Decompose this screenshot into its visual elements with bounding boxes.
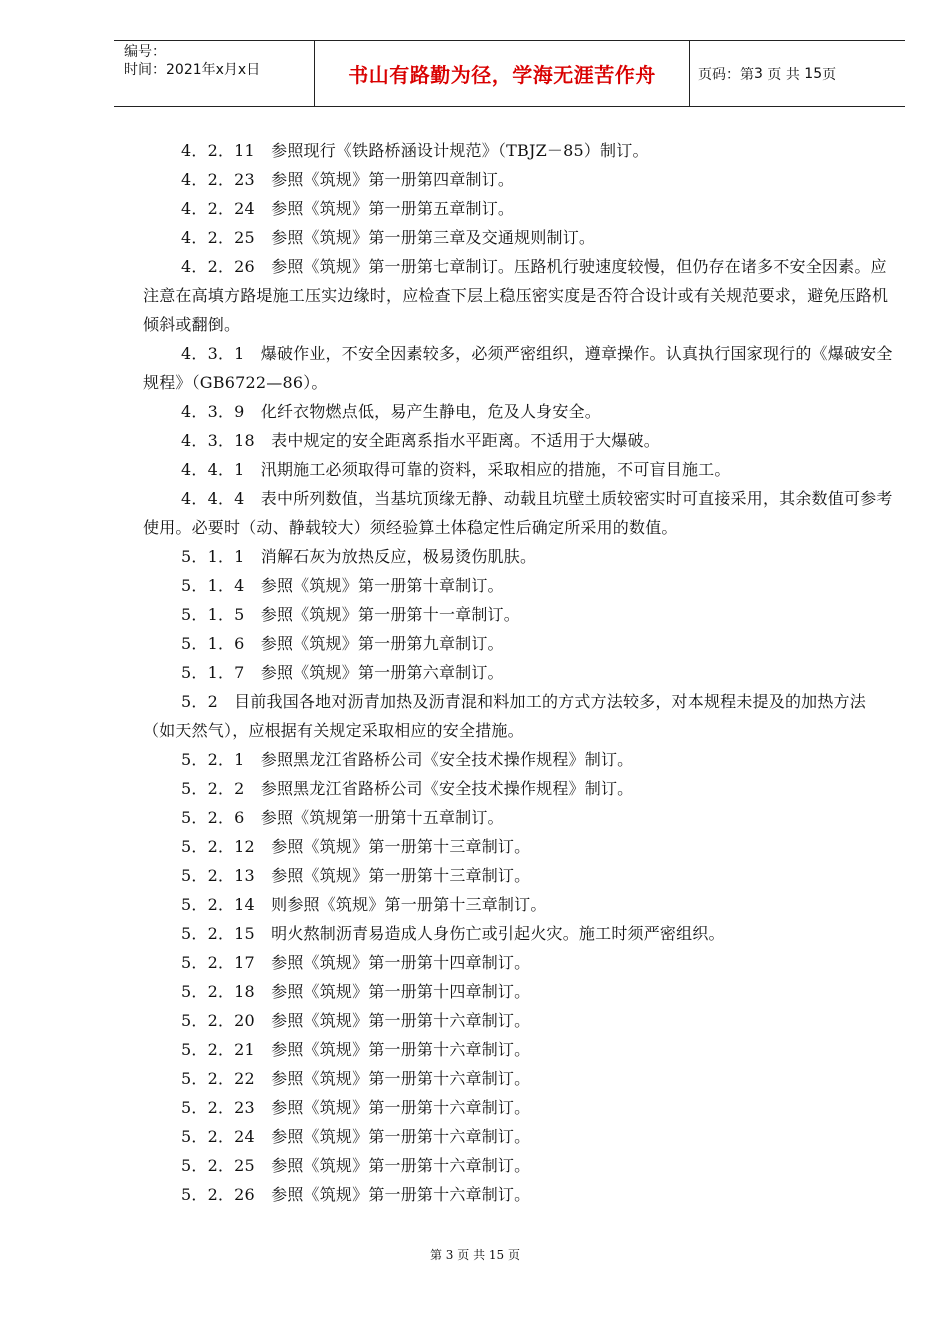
header-motto: 书山有路勤为径，学海无涯苦作舟 (315, 41, 690, 106)
footer-current: 3 (445, 1248, 454, 1262)
paragraph: 5．2．24 参照《筑规》第一册第十六章制订。 (181, 1127, 531, 1146)
header-meta (114, 41, 315, 106)
time-label: 时间：2021年x月x日 (124, 62, 261, 78)
paragraph: 5．2．13 参照《筑规》第一册第十三章制订。 (181, 866, 531, 885)
paragraph: 4．3．18 表中规定的安全距离系指水平距离。不适用于大爆破。 (181, 431, 660, 450)
paragraph: 5．2．25 参照《筑规》第一册第十六章制订。 (181, 1156, 531, 1175)
paragraph: 5．2．2 参照黑龙江省路桥公司《安全技术操作规程》制订。 (181, 779, 634, 798)
paragraph: 5．2．15 明火熬制沥青易造成人身伤亡或引起火灾。施工时须严密组织。 (181, 924, 725, 943)
paragraph: 5．2．1 参照黑龙江省路桥公司《安全技术操作规程》制订。 (181, 750, 634, 769)
paragraph: 4．3．9 化纤衣物燃点低，易产生静电，危及人身安全。 (181, 402, 601, 421)
header-page-number (690, 41, 905, 106)
page-header (114, 40, 905, 107)
paragraph: 4．2．26 参照《筑规》第一册第七章制订。压路机行驶速度较慢，但仍存在诸多不安全因素。应注意在高填方路堤施工压实边缘时，应检查下层上稳压密实度是否符合设计或有关规范要求，避免压路机倾斜或翻倒。 (143, 257, 889, 334)
paragraph: 4．2．11 参照现行《铁路桥涵设计规范》（TBJZ－85）制订。 (181, 141, 649, 160)
document-body (143, 136, 895, 1209)
paragraph: 5．2．18 参照《筑规》第一册第十四章制订。 (181, 982, 531, 1001)
paragraph: 5．1．6 参照《筑规》第一册第九章制订。 (181, 634, 504, 653)
paragraph: 5．2．23 参照《筑规》第一册第十六章制订。 (181, 1098, 531, 1117)
footer-prefix: 第 (429, 1248, 442, 1262)
paragraph: 5．1．1 消解石灰为放热反应，极易烫伤肌肤。 (181, 547, 537, 566)
paragraph: 4．4．1 汛期施工必须取得可靠的资料，采取相应的措施，不可盲目施工。 (181, 460, 731, 479)
paragraph: 5．2．21 参照《筑规》第一册第十六章制订。 (181, 1040, 531, 1059)
number-label: 编号： (124, 44, 166, 60)
paragraph: 5．2．20 参照《筑规》第一册第十六章制订。 (181, 1011, 531, 1030)
footer-suffix: 页 (508, 1248, 521, 1262)
paragraph: 4．3．1 爆破作业，不安全因素较多，必须严密组织，遵章操作。认真执行国家现行的《爆破安全规程》（GB6722—86）。 (143, 344, 893, 392)
paragraph: 5．2．26 参照《筑规》第一册第十六章制订。 (181, 1185, 531, 1204)
paragraph: 5．2．14 则参照《筑规》第一册第十三章制订。 (181, 895, 547, 914)
paragraph: 4．4．4 表中所列数值，当基坑顶缘无静、动载且坑壁土质较密实时可直接采用，其余数值可参考使用。必要时（动、静载较大）须经验算土体稳定性后确定所采用的数值。 (143, 489, 893, 537)
page-suffix: 页 (822, 66, 837, 83)
paragraph: 5．2．22 参照《筑规》第一册第十六章制订。 (181, 1069, 531, 1088)
page-total: 15 (804, 65, 823, 82)
paragraph: 5．1．4 参照《筑规》第一册第十章制订。 (181, 576, 504, 595)
page-current: 3 (754, 65, 763, 82)
page-mid: 页 共 (767, 66, 800, 83)
page-footer (0, 1246, 950, 1263)
paragraph: 4．2．23 参照《筑规》第一册第四章制订。 (181, 170, 515, 189)
paragraph: 5．2．12 参照《筑规》第一册第十三章制订。 (181, 837, 531, 856)
paragraph: 5．2 目前我国各地对沥青加热及沥青混和料加工的方式方法较多，对本规程未提及的加热方法（如天然气），应根据有关规定采取相应的安全措施。 (143, 692, 866, 740)
paragraph: 5．1．5 参照《筑规》第一册第十一章制订。 (181, 605, 520, 624)
footer-total: 15 (488, 1248, 505, 1262)
paragraph: 5．2．17 参照《筑规》第一册第十四章制订。 (181, 953, 531, 972)
footer-mid: 页 共 (457, 1248, 486, 1262)
paragraph: 4．2．24 参照《筑规》第一册第五章制订。 (181, 199, 515, 218)
paragraph: 4．2．25 参照《筑规》第一册第三章及交通规则制订。 (181, 228, 596, 247)
paragraph: 5．1．7 参照《筑规》第一册第六章制订。 (181, 663, 504, 682)
page-prefix: 页码：第 (698, 66, 754, 83)
paragraph: 5．2．6 参照《筑规第一册第十五章制订。 (181, 808, 504, 827)
